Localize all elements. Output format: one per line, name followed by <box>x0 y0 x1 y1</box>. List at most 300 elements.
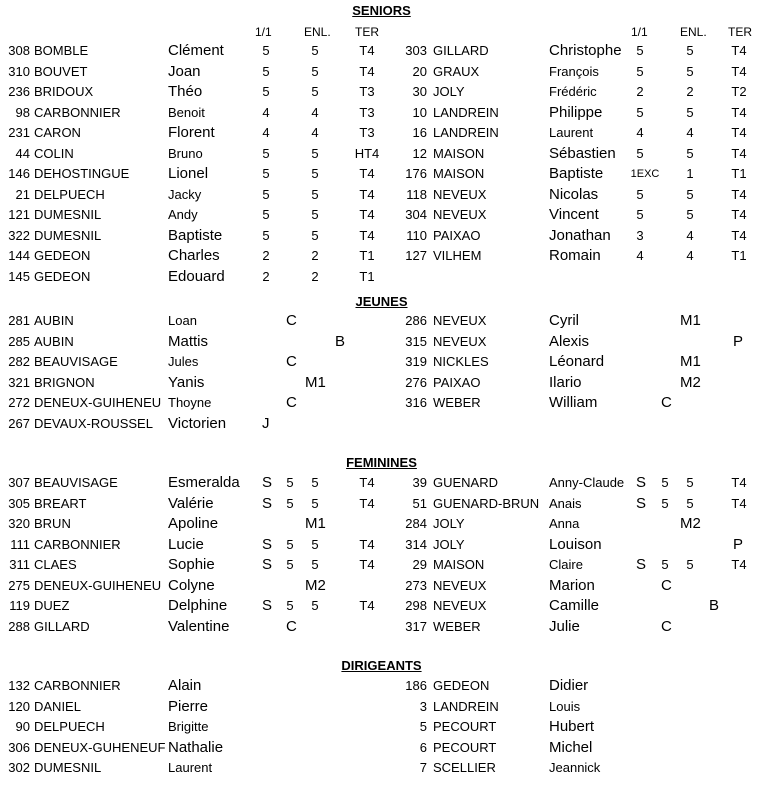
member-category: C <box>286 312 297 329</box>
member-category: M1 <box>305 373 326 391</box>
member-firstname: Nathalie <box>168 738 224 756</box>
score-ter: T4 <box>359 207 375 222</box>
score-enl: 5 <box>311 475 319 490</box>
member-lastname: AUBIN <box>34 333 74 349</box>
member-firstname: Louis <box>549 698 581 714</box>
score-ter: T1 <box>731 248 747 263</box>
score-enl: 5 <box>311 495 319 511</box>
member-number: 302 <box>8 760 30 775</box>
member-lastname: GEDEON <box>34 268 91 284</box>
member-number: 288 <box>8 618 30 634</box>
member-lastname: NEVEUX <box>433 598 487 613</box>
member-lastname: DEVAUX-ROUSSEL <box>34 415 153 431</box>
member-category: P <box>733 535 744 553</box>
member-lastname: NEVEUX <box>433 207 487 222</box>
member-number: 284 <box>405 516 427 531</box>
member-lastname: NICKLES <box>433 354 489 369</box>
score-ter: T4 <box>359 63 375 79</box>
member-lastname: SCELLIER <box>433 760 496 775</box>
score-enl: 5 <box>311 43 319 58</box>
member-number: 118 <box>406 186 427 202</box>
member-lastname: DANIEL <box>34 698 81 714</box>
member-lastname: BREART <box>34 495 87 511</box>
member-number: 5 <box>419 719 427 734</box>
member-firstname: Pierre <box>168 697 209 715</box>
status-s: S <box>262 556 273 573</box>
member-number: 176 <box>405 166 427 181</box>
score-enl: 5 <box>311 207 319 222</box>
score-enl: 4 <box>686 248 694 263</box>
member-lastname: BRIGNON <box>34 374 95 390</box>
member-number: 298 <box>405 598 427 613</box>
member-number: 121 <box>8 207 30 222</box>
member-lastname: LANDREIN <box>433 125 499 140</box>
member-lastname: NEVEUX <box>433 333 487 349</box>
score-enl: 5 <box>311 227 319 243</box>
score-ter: T4 <box>731 145 747 161</box>
member-lastname: VILHEM <box>433 248 482 263</box>
member-firstname: Cyril <box>549 312 579 329</box>
member-number: 146 <box>8 166 30 181</box>
member-number: 120 <box>8 698 30 714</box>
score-1-1: 3 <box>636 227 644 243</box>
member-lastname: DELPUECH <box>34 719 105 734</box>
score-enl: 5 <box>311 186 319 202</box>
score-1-1: 5 <box>661 557 669 572</box>
status-s: S <box>262 474 273 491</box>
member-number: 29 <box>412 557 427 572</box>
member-lastname: JOLY <box>433 536 465 552</box>
score-ter: T3 <box>359 125 375 140</box>
member-lastname: CARBONNIER <box>34 104 121 120</box>
member-firstname: Sophie <box>168 556 215 573</box>
member-number: 144 <box>8 248 30 263</box>
member-lastname: NEVEUX <box>433 313 487 328</box>
member-lastname: DUEZ <box>34 598 70 613</box>
section-title-dirigeants: DIRIGEANTS <box>341 658 422 673</box>
member-firstname: Louison <box>549 535 602 553</box>
member-category: M2 <box>680 515 701 532</box>
member-number: 51 <box>412 495 427 511</box>
member-category: M1 <box>680 312 701 329</box>
score-enl: 5 <box>311 536 319 552</box>
score-ter: T4 <box>359 557 375 572</box>
member-lastname: GEDEON <box>433 678 490 693</box>
score-ter: T4 <box>731 207 747 222</box>
member-lastname: BRIDOUX <box>34 84 94 99</box>
status-s: S <box>636 494 647 512</box>
member-lastname: CLAES <box>34 557 77 572</box>
member-lastname: GEDEON <box>34 248 91 263</box>
score-ter: T4 <box>731 475 747 490</box>
score-1-1: 5 <box>262 186 270 202</box>
score-ter: T1 <box>359 268 375 284</box>
member-lastname: BEAUVISAGE <box>34 354 118 369</box>
score-enl: 5 <box>311 63 319 79</box>
member-lastname: BRUN <box>34 516 71 531</box>
score-enl: 4 <box>311 125 319 140</box>
member-firstname: Jacky <box>168 186 202 202</box>
score-1-1: 5 <box>661 475 669 490</box>
score-enl: 5 <box>686 43 694 58</box>
member-number: 186 <box>405 678 427 693</box>
score-ter: T4 <box>359 536 375 552</box>
member-number: 304 <box>405 207 427 222</box>
score-1-1: 4 <box>636 248 644 263</box>
member-category: C <box>286 353 297 370</box>
score-1-1: 5 <box>286 475 294 490</box>
score-1-1: 2 <box>636 84 644 99</box>
member-firstname: Valentine <box>168 617 230 635</box>
member-lastname: PAIXAO <box>433 227 481 243</box>
member-number: 275 <box>8 577 30 593</box>
score-enl: 5 <box>311 598 319 613</box>
member-firstname: Victorien <box>168 414 227 432</box>
member-number: 111 <box>10 536 30 552</box>
member-number: 305 <box>8 495 30 511</box>
section-title-feminines: FEMININES <box>346 455 417 470</box>
score-enl: 5 <box>686 145 694 161</box>
header-enl-right: ENL. <box>680 25 707 39</box>
member-lastname: PECOURT <box>433 719 497 734</box>
score-ter: T4 <box>731 557 747 572</box>
member-number: 127 <box>405 248 427 263</box>
member-lastname: CARON <box>34 125 81 140</box>
member-firstname: Michel <box>549 738 593 756</box>
score-enl: 5 <box>311 166 319 181</box>
status-s: S <box>262 494 273 512</box>
score-ter: T4 <box>359 166 375 181</box>
member-category: B <box>335 332 346 350</box>
score-1-1: 2 <box>262 248 270 263</box>
score-1-1: 5 <box>636 145 644 161</box>
member-firstname: Jeannick <box>549 760 601 775</box>
score-1-1: 5 <box>636 104 644 120</box>
score-1-1: 5 <box>262 227 270 243</box>
score-enl: 5 <box>311 557 319 572</box>
member-firstname: Vincent <box>549 206 599 223</box>
member-number: 314 <box>405 536 427 552</box>
member-number: 307 <box>8 475 30 490</box>
member-firstname: Ilario <box>549 373 582 391</box>
member-number: 316 <box>405 395 427 410</box>
member-number: 119 <box>9 598 30 613</box>
score-enl: 5 <box>311 84 319 99</box>
score-ter: T4 <box>359 495 375 511</box>
member-number: 322 <box>8 227 30 243</box>
member-number: 21 <box>15 186 30 202</box>
member-lastname: LANDREIN <box>433 698 499 714</box>
status-s: S <box>262 597 273 614</box>
score-ter: HT4 <box>354 145 380 161</box>
member-category: J <box>262 414 270 432</box>
member-lastname: MAISON <box>433 557 485 572</box>
member-category: C <box>661 576 672 594</box>
status-s: S <box>636 556 647 573</box>
member-number: 7 <box>419 760 427 775</box>
member-firstname: William <box>549 394 598 411</box>
member-lastname: COLIN <box>34 145 74 161</box>
member-number: 321 <box>8 374 30 390</box>
member-firstname: Edouard <box>168 267 225 285</box>
member-firstname: Thoyne <box>168 395 212 410</box>
member-number: 315 <box>405 333 427 349</box>
member-firstname: Laurent <box>549 125 594 140</box>
score-1-1: 4 <box>636 125 644 140</box>
member-firstname: Théo <box>168 83 203 100</box>
score-enl: 5 <box>686 557 694 572</box>
score-enl: 5 <box>686 207 694 222</box>
member-number: 145 <box>8 268 30 284</box>
member-number: 308 <box>8 43 30 58</box>
score-1-1: 1EXC <box>630 168 660 180</box>
member-category: C <box>661 394 672 411</box>
score-enl: 5 <box>686 186 694 202</box>
score-ter: T4 <box>731 63 747 79</box>
header-ter-right: TER <box>728 25 752 39</box>
member-firstname: Léonard <box>549 353 605 370</box>
section-title-seniors: SENIORS <box>352 3 411 18</box>
member-firstname: Clément <box>168 42 224 59</box>
member-firstname: Alain <box>168 677 202 694</box>
member-firstname: Frédéric <box>549 84 597 99</box>
member-category: C <box>286 394 297 411</box>
score-ter: T3 <box>359 104 375 120</box>
member-number: 281 <box>8 313 30 328</box>
score-1-1: 5 <box>286 495 294 511</box>
member-firstname: Laurent <box>168 760 213 775</box>
member-lastname: DUMESNIL <box>34 207 102 222</box>
score-ter: T2 <box>731 84 747 99</box>
member-lastname: JOLY <box>433 84 465 99</box>
score-1-1: 5 <box>636 43 644 58</box>
member-firstname: Sébastien <box>549 144 616 162</box>
member-firstname: François <box>549 63 599 79</box>
member-lastname: PAIXAO <box>433 374 481 390</box>
score-enl: 5 <box>686 104 694 120</box>
member-firstname: Yanis <box>168 373 205 391</box>
score-ter: T4 <box>731 495 747 511</box>
member-number: 272 <box>8 395 30 410</box>
member-firstname: Bruno <box>168 145 203 161</box>
member-category: P <box>733 332 744 350</box>
member-number: 39 <box>412 475 427 490</box>
member-lastname: GUENARD-BRUN <box>433 495 540 511</box>
member-firstname: Camille <box>549 597 600 614</box>
score-1-1: 5 <box>262 166 270 181</box>
member-lastname: GILLARD <box>433 43 489 58</box>
member-lastname: GRAUX <box>433 63 480 79</box>
member-number: 236 <box>8 84 30 99</box>
member-lastname: DENEUX-GUHENEUF <box>34 739 166 755</box>
member-firstname: Andy <box>168 207 198 222</box>
score-1-1: 5 <box>262 43 270 58</box>
header-ter-left: TER <box>355 25 379 39</box>
score-1-1: 5 <box>636 63 644 79</box>
member-firstname: Baptiste <box>168 226 223 244</box>
header-enl-left: ENL. <box>304 25 331 39</box>
member-number: 310 <box>8 63 30 79</box>
score-1-1: 5 <box>661 495 669 511</box>
score-ter: T4 <box>359 186 375 202</box>
member-number: 286 <box>405 313 427 328</box>
member-number: 16 <box>412 125 427 140</box>
score-ter: T4 <box>731 227 747 243</box>
member-category: M1 <box>680 353 701 370</box>
status-s: S <box>636 474 647 491</box>
member-lastname: DEHOSTINGUE <box>34 166 130 181</box>
score-1-1: 2 <box>262 268 270 284</box>
header-1-1-left: 1/1 <box>255 25 272 39</box>
score-1-1: 5 <box>262 63 270 79</box>
score-ter: T4 <box>359 475 375 490</box>
member-lastname: NEVEUX <box>433 186 487 202</box>
member-firstname: Benoit <box>168 104 205 120</box>
member-firstname: Nicolas <box>549 185 599 203</box>
member-number: 20 <box>412 63 427 79</box>
member-firstname: Anna <box>549 516 580 531</box>
member-firstname: Jules <box>168 354 199 369</box>
score-1-1: 5 <box>636 186 644 202</box>
member-category: M2 <box>305 576 326 594</box>
member-category: M1 <box>305 515 326 532</box>
header-1-1-right: 1/1 <box>631 25 648 39</box>
member-firstname: Mattis <box>168 332 209 350</box>
member-firstname: Delphine <box>168 597 228 614</box>
member-number: 320 <box>8 516 30 531</box>
member-firstname: Anais <box>549 495 582 511</box>
score-1-1: 4 <box>262 104 270 120</box>
score-ter: T4 <box>359 227 375 243</box>
member-number: 98 <box>15 104 30 120</box>
member-category: B <box>709 597 720 614</box>
member-lastname: DELPUECH <box>34 186 105 202</box>
member-firstname: Apoline <box>168 515 219 532</box>
score-ter: T4 <box>731 125 747 140</box>
member-lastname: PECOURT <box>433 739 497 755</box>
score-1-1: 5 <box>262 84 270 99</box>
member-firstname: Claire <box>549 557 583 572</box>
member-lastname: GILLARD <box>34 618 90 634</box>
member-lastname: GUENARD <box>433 475 499 490</box>
member-number: 44 <box>15 145 30 161</box>
member-number: 30 <box>412 84 427 99</box>
section-title-jeunes: JEUNES <box>355 294 408 309</box>
member-lastname: DENEUX-GUIHENEU <box>34 577 162 593</box>
score-enl: 5 <box>311 145 319 161</box>
member-firstname: Florent <box>168 124 215 141</box>
member-firstname: Alexis <box>549 332 590 350</box>
member-number: 267 <box>8 415 30 431</box>
member-lastname: NEVEUX <box>433 577 487 593</box>
score-ter: T4 <box>731 186 747 202</box>
member-lastname: WEBER <box>433 395 481 410</box>
member-number: 231 <box>8 125 30 140</box>
member-firstname: Valérie <box>168 494 214 512</box>
member-firstname: Marion <box>549 576 595 594</box>
member-number: 6 <box>419 739 427 755</box>
score-enl: 1 <box>686 166 694 181</box>
score-enl: 2 <box>311 268 319 284</box>
member-lastname: BOUVET <box>34 63 88 79</box>
member-number: 282 <box>8 354 30 369</box>
member-firstname: Christophe <box>549 42 622 59</box>
member-category: M2 <box>680 373 701 391</box>
score-ter: T4 <box>731 104 747 120</box>
score-ter: T4 <box>359 43 375 58</box>
member-number: 12 <box>412 145 427 161</box>
score-enl: 4 <box>686 125 694 140</box>
score-1-1: 5 <box>286 598 294 613</box>
member-number: 311 <box>9 557 30 572</box>
score-1-1: 5 <box>262 207 270 222</box>
member-firstname: Julie <box>549 617 580 635</box>
member-lastname: MAISON <box>433 145 485 161</box>
member-firstname: Hubert <box>549 718 595 735</box>
score-1-1: 5 <box>286 536 294 552</box>
member-firstname: Esmeralda <box>168 474 240 491</box>
score-1-1: 5 <box>636 207 644 222</box>
score-enl: 5 <box>686 63 694 79</box>
member-firstname: Baptiste <box>549 165 604 182</box>
member-firstname: Brigitte <box>168 719 209 734</box>
member-firstname: Loan <box>168 313 197 328</box>
member-lastname: AUBIN <box>34 313 74 328</box>
member-number: 90 <box>15 719 30 734</box>
member-number: 273 <box>405 577 427 593</box>
member-number: 303 <box>405 43 427 58</box>
member-category: C <box>286 617 297 635</box>
score-enl: 5 <box>686 495 694 511</box>
member-category: C <box>661 617 672 635</box>
member-firstname: Didier <box>549 677 589 694</box>
member-lastname: WEBER <box>433 618 481 634</box>
score-ter: T1 <box>731 166 747 181</box>
score-1-1: 5 <box>262 145 270 161</box>
member-lastname: LANDREIN <box>433 104 499 120</box>
score-ter: T4 <box>731 43 747 58</box>
member-lastname: DUMESNIL <box>34 227 102 243</box>
score-enl: 4 <box>686 227 694 243</box>
member-lastname: DUMESNIL <box>34 760 102 775</box>
member-number: 132 <box>8 678 30 693</box>
score-enl: 5 <box>686 475 694 490</box>
member-firstname: Romain <box>549 247 601 264</box>
member-lastname: BOMBLE <box>34 43 89 58</box>
member-number: 319 <box>405 354 427 369</box>
member-lastname: BEAUVISAGE <box>34 475 118 490</box>
member-firstname: Lucie <box>168 535 204 553</box>
score-enl: 4 <box>311 104 319 120</box>
score-enl: 2 <box>311 248 319 263</box>
member-number: 276 <box>405 374 427 390</box>
member-lastname: CARBONNIER <box>34 678 121 693</box>
score-1-1: 5 <box>286 557 294 572</box>
member-lastname: MAISON <box>433 166 485 181</box>
member-number: 110 <box>406 227 427 243</box>
member-number: 10 <box>412 104 427 120</box>
score-ter: T1 <box>359 248 375 263</box>
member-firstname: Joan <box>168 62 201 80</box>
member-number: 317 <box>405 618 427 634</box>
score-ter: T3 <box>359 84 375 99</box>
member-firstname: Colyne <box>168 576 215 594</box>
member-number: 306 <box>8 739 30 755</box>
member-number: 3 <box>419 698 427 714</box>
member-firstname: Charles <box>168 247 220 264</box>
member-lastname: CARBONNIER <box>34 536 121 552</box>
status-s: S <box>262 535 273 553</box>
